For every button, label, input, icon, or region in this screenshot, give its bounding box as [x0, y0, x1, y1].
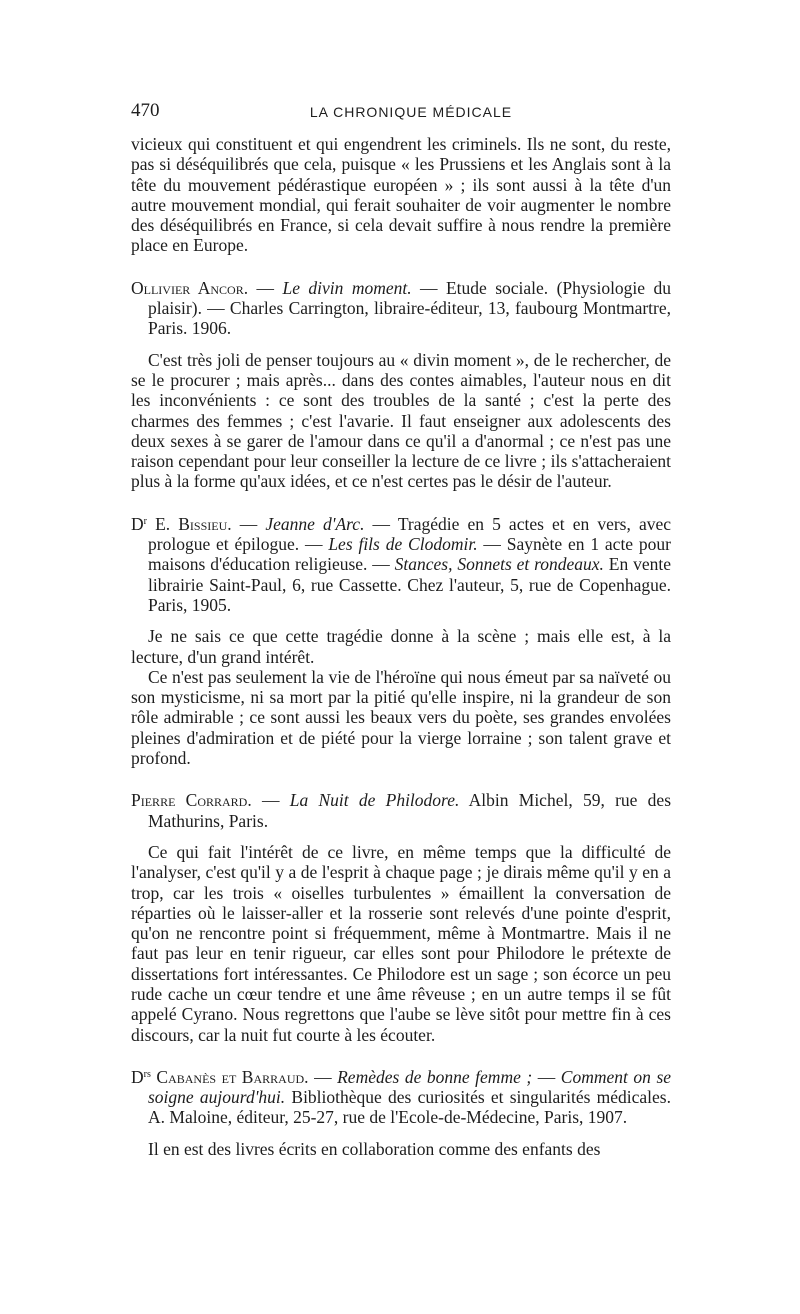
review-description: — Tragédie en 5 actes et en vers, avec prologue et épilogue. — — [148, 513, 671, 555]
running-title: LA CHRONIQUE MÉDICALE — [309, 104, 513, 120]
review-author-prefix-sup: rs — [143, 1068, 151, 1080]
review-publication-info: Bibliothèque des curiosités et singularités médicales. A. Maloine, éditeur, 25-27, rue de l'Ecole-de-Médecine, Paris, 1907. — [148, 1087, 671, 1128]
review-author-prefix-sup: r — [143, 515, 147, 527]
review-publication-info: Albin Michel, 59, rue des Mathurins, Paris. — [148, 790, 672, 831]
review-title: Remèdes de bonne femme ; — [337, 1066, 533, 1087]
review-author: Pierre Corrard. — [131, 790, 252, 811]
review-author: Ollivier Ancor. — [131, 277, 249, 298]
review-title-2: Comment on se soigne aujourd'hui. — [148, 1066, 672, 1108]
review-separator: — — [248, 277, 283, 298]
review-title-3: Stances, Sonnets et rondeaux. — [394, 554, 604, 575]
review-heading — [131, 1067, 671, 1128]
review-heading — [131, 278, 671, 339]
review-paragraph: Il en est des livres écrits en collaboration comme des enfants des — [148, 1138, 601, 1159]
review-title: Jeanne d'Arc. — [265, 513, 365, 534]
review-title: La Nuit de Philodore. — [289, 790, 460, 811]
review-paragraph: Ce n'est pas seulement la vie de l'héroïne qui nous émeut par sa naïveté ou son mysticisme, ni sa mort par la pitié qu'elle inspire, ni la grandeur de son rôle admirable ; ce sont aussi les beaux vers du poète, ses grandes envolées pleines d'admiration et de piété pour la vierge lorraine ; son talent grave et profond. — [131, 666, 671, 769]
review-heading — [131, 514, 671, 615]
review-paragraph: Ce qui fait l'intérêt de ce livre, en même temps que la difficulté de l'analyser, c'est qu'il y a de l'esprit à chaque page ; je dirais même qu'il y en a trop, car les trois « oiselles turbulentes » émaillent la conversation de réparties où le laisser-aller et la rosserie sont relevés d'une pointe d'esprit, qu'on ne rencontre point si fréquemment, même à Montmartre. Mais il ne faut pas leur en tenir rigueur, car elles sont pour Philodore le prétexte de dissertations fort intéressantes. Ce Philodore est un sage ; son écorce un peu rude cache un cœur tendre et une âme rêveuse ; en un autre temps il se fût appelé Cyrano. Nous regrettons que l'aube se lève sitôt pour mettre fin à ces discours, car la nuit fut courte à les écouter. — [131, 841, 671, 1045]
continuation-paragraph: vicieux qui constituent et qui engendrent les criminels. Ils ne sont, du reste, pas si déséquilibrés que cela, puisque « les Prussiens et les Anglais sont à la tête du mouvement pédérastique européen » ; ils sont aussi à la tête d'un autre mouvement mondial, qui ferait souhaiter de voir augmenter le nombre des déséquilibrés en France, si cela devait suffire à nous rendre la première place en Europe. — [131, 134, 671, 256]
review-author-prefix: D — [131, 1066, 144, 1087]
review-description-2: — Saynète en 1 acte pour maisons d'éducation religieuse. — — [148, 534, 671, 575]
review-title-2: Les fils de Clodomir. — [328, 534, 478, 555]
review-title: Le divin moment. — [282, 277, 412, 298]
review-separator: — — [251, 790, 290, 811]
review-separator: — — [231, 513, 266, 534]
review-paragraph: Je ne sais ce que cette tragédie donne à la scène ; mais elle est, à la lecture, d'un grand intérêt. — [131, 626, 671, 667]
review-author-prefix: D — [131, 513, 144, 534]
review-separator-2: — — [532, 1066, 561, 1087]
review-author: Cabanès et Barraud. — [150, 1066, 309, 1087]
review-paragraph: C'est très joli de penser toujours au « divin moment », de le rechercher, de se le procurer ; mais après... dans des contes aimables, l'auteur nous en dit les inconvénients : ce sont des troubles de la santé ; c'est la perte des charmes des femmes ; c'est l'avarie. Il faut enseigner aux adolescents des deux sexes à se garer de l'amour dans ce qu'il a d'anormal ; ce n'est pas une raison cependant pour leur conseiller la lecture de ce livre ; ils s'attacheraient plus à la forme qu'aux idées, et ce n'est certes pas le désir de l'auteur. — [131, 349, 671, 492]
review-separator: — — [308, 1066, 338, 1087]
review-author: E. Bissieu. — [146, 513, 232, 534]
page-number: 470 — [131, 100, 160, 121]
page-header — [131, 100, 671, 124]
page-body — [131, 134, 671, 1159]
review-publication-info: — Etude sociale. (Physiologie du plaisir). — Charles Carrington, libraire-éditeur, 13, faubourg Montmartre, Paris. 1906. — [148, 277, 671, 339]
review-heading — [131, 790, 671, 831]
review-publication-info: En vente librairie Saint-Paul, 6, rue Cassette. Chez l'auteur, 5, rue de Copenhague. Paris, 1905. — [148, 554, 671, 615]
